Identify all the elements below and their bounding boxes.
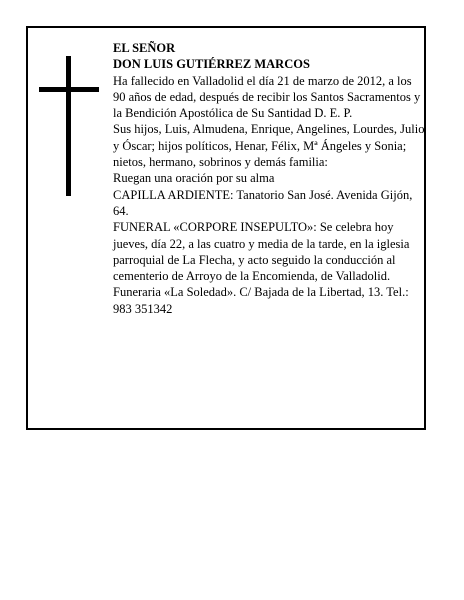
funeral-home-info: Funeraria «La Soledad». C/ Bajada de la Libertad, 13. Tel.: 983 351342: [113, 285, 409, 316]
notice-title: EL SEÑOR: [113, 41, 176, 55]
cross-horizontal-bar: [39, 87, 99, 92]
funeral-info: FUNERAL «CORPORE INSEPULTO»: Se celebra hoy jueves, día 22, a las cuatro y media de la tarde, en la iglesia parroquial de La Flecha, y acto seguido la conducción al cementerio de Arroyo de la Encomienda, de Valladolid.: [113, 220, 410, 284]
prayer-request: Ruegan una oración por su alma: [113, 171, 275, 186]
obituary-notice: [26, 26, 426, 430]
notice-content: [113, 40, 425, 317]
cross-vertical-bar: [66, 56, 71, 196]
death-announcement: Ha fallecido en Valladolid el día 21 de marzo de 2012, a los 90 años de edad, después de recibir los Santos Sacramentos y la Bendición Apostólica de Su Santidad D. E. P.: [113, 73, 421, 121]
deceased-name: DON LUIS GUTIÉRREZ MARCOS: [113, 57, 310, 72]
chapel-info: CAPILLA ARDIENTE: Tanatorio San José. Avenida Gijón, 64.: [113, 187, 413, 218]
family-list: Sus hijos, Luis, Almudena, Enrique, Angelines, Lourdes, Julio y Óscar; hijos políticos, Henar, Félix, Mª Ángeles y Sonia; nietos, hermano, sobrinos y demás familia:: [113, 122, 425, 170]
